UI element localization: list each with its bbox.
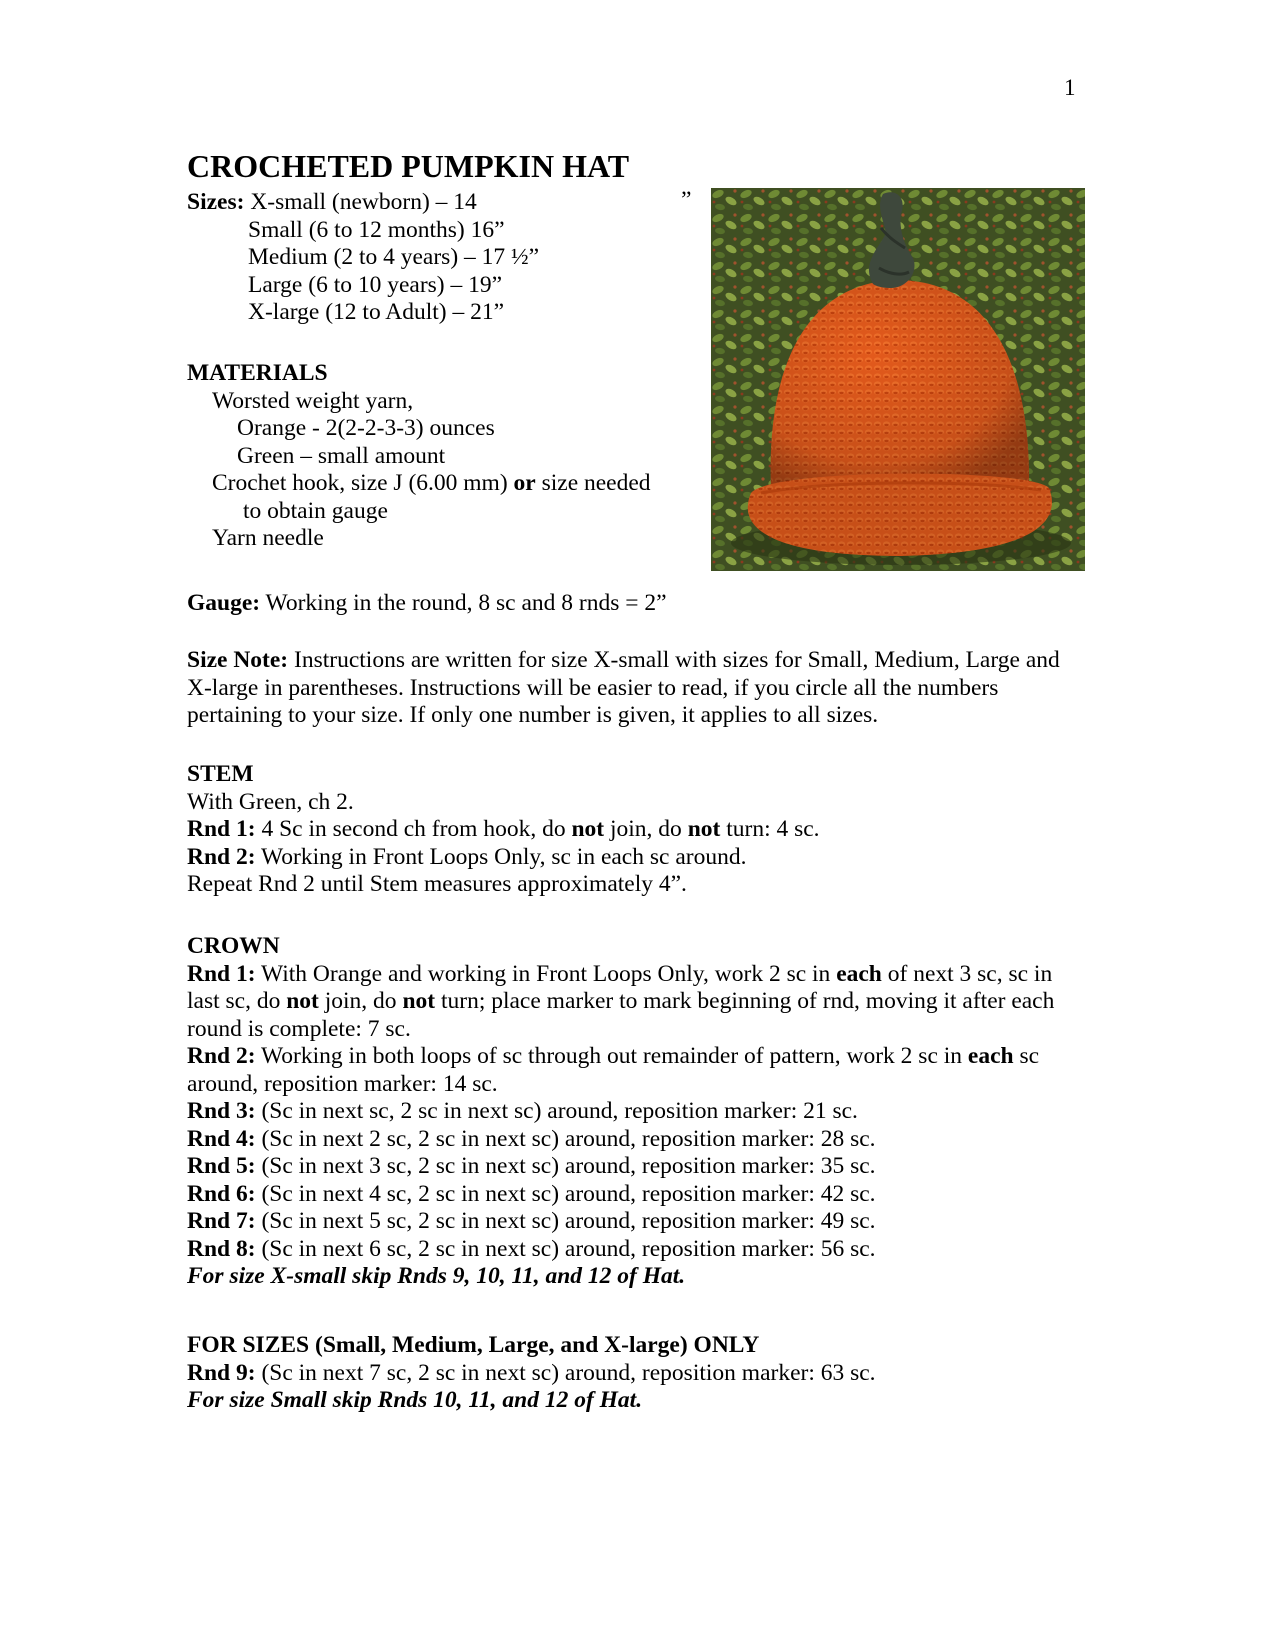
pumpkin-hat-photo [711, 188, 1085, 571]
size-xsmall: Sizes: X-small (newborn) – 14 [187, 189, 477, 215]
size-medium: Medium (2 to 4 years) – 17 ½” [248, 244, 540, 270]
page-number: 1 [1064, 75, 1076, 100]
crown-heading: CROWN [187, 933, 280, 959]
size-small: Small (6 to 12 months) 16” [248, 216, 505, 243]
crown-rnd-8: Rnd 8: (Sc in next 6 sc, 2 sc in next sc) around, reposition marker: 56 sc. [187, 1235, 876, 1262]
crown-rnd-2: Rnd 2: Working in both loops of sc through out remainder of pattern, work 2 sc in each sc around, reposition marker: 14 sc. [187, 1043, 1040, 1097]
size-xlarge: X-large (12 to Adult) – 21” [248, 299, 505, 325]
sizes-list [187, 189, 539, 327]
materials-heading: MATERIALS [187, 360, 328, 386]
crown-section [187, 933, 1087, 1291]
size-large: Large (6 to 10 years) – 19” [248, 271, 503, 298]
size-note: Size Note: Instructions are written for size X-small with sizes for Small, Medium, Large and X-large in parentheses. Instructions will be easier to read, if you circle all the numbers pertaining to your size. If only one number is given, it applies to all sizes. [187, 647, 1060, 728]
gauge-line: Gauge: Working in the round, 8 sc and 8 rnds = 2” [187, 590, 667, 616]
stem-heading: STEM [187, 761, 254, 787]
crown-rnd-6: Rnd 6: (Sc in next 4 sc, 2 sc in next sc) around, reposition marker: 42 sc. [187, 1180, 876, 1207]
materials-green: Green – small amount [237, 442, 446, 469]
materials-hook: Crochet hook, size J (6.00 mm) or size needed [212, 470, 651, 496]
crown-rnd-7: Rnd 7: (Sc in next 5 sc, 2 sc in next sc) around, reposition marker: 49 sc. [187, 1208, 876, 1234]
stem-section [187, 761, 820, 899]
for-sizes-heading: FOR SIZES (Small, Medium, Large, and X-large) ONLY [187, 1332, 760, 1358]
stem-rnd-1: Rnd 1: 4 Sc in second ch from hook, do not join, do not turn: 4 sc. [187, 816, 820, 842]
materials-hook-gauge: to obtain gauge [243, 497, 388, 524]
crown-rnd-4: Rnd 4: (Sc in next 2 sc, 2 sc in next sc) around, reposition marker: 28 sc. [187, 1125, 876, 1152]
stem-rnd-2: Rnd 2: Working in Front Loops Only, sc in each sc around. [187, 843, 747, 870]
crown-rnd-5: Rnd 5: (Sc in next 3 sc, 2 sc in next sc) around, reposition marker: 35 sc. [187, 1153, 876, 1179]
crown-skip-note: For size X-small skip Rnds 9, 10, 11, and 12 of Hat. [187, 1263, 686, 1289]
materials-section [187, 360, 651, 553]
materials-needle: Yarn needle [212, 525, 324, 551]
materials-orange: Orange - 2(2-2-3-3) ounces [237, 415, 495, 441]
size-quote-mark: ” [681, 187, 692, 213]
page-title: CROCHETED PUMPKIN HAT [187, 148, 630, 184]
crown-rnd-1: Rnd 1: With Orange and working in Front Loops Only, work 2 sc in each of next 3 sc, sc in last sc, do not join, do not turn; place marker to mark beginning of rnd, moving it after each round is complete: 7 sc. [187, 960, 1055, 1042]
for-sizes-section [187, 1332, 876, 1415]
stem-intro: With Green, ch 2. [187, 788, 354, 815]
for-sizes-skip-note: For size Small skip Rnds 10, 11, and 12 of Hat. [187, 1387, 643, 1413]
crown-rnd-3: Rnd 3: (Sc in next sc, 2 sc in next sc) around, reposition marker: 21 sc. [187, 1098, 858, 1124]
stem-repeat: Repeat Rnd 2 until Stem measures approximately 4”. [187, 871, 687, 897]
for-sizes-rnd-9: Rnd 9: (Sc in next 7 sc, 2 sc in next sc) around, reposition marker: 63 sc. [187, 1359, 876, 1386]
sizes-label: Sizes: [187, 189, 245, 215]
materials-yarn: Worsted weight yarn, [212, 387, 414, 414]
